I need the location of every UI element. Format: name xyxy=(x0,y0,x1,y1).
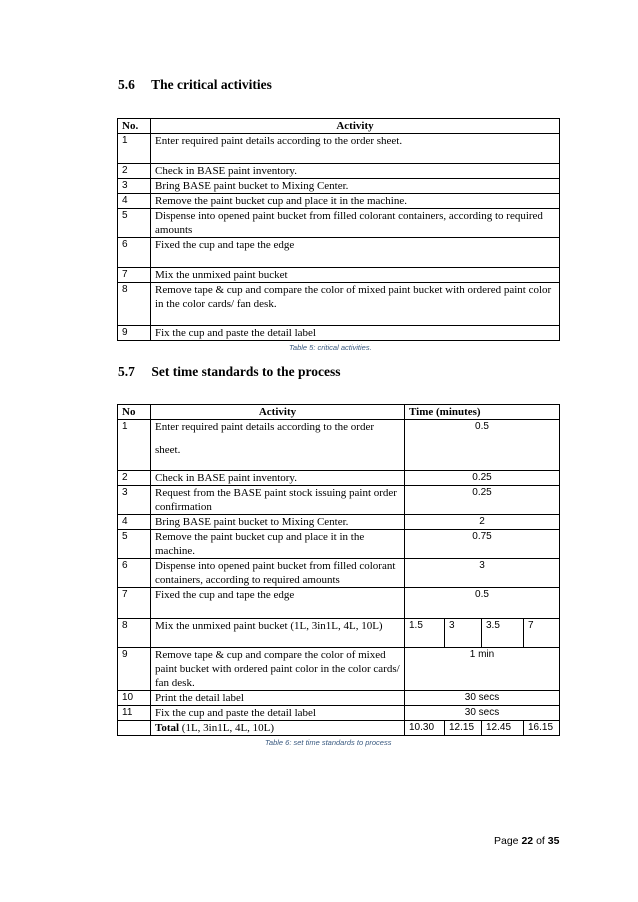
row-no: 7 xyxy=(118,268,151,283)
row-activity xyxy=(151,420,405,471)
row-no: 1 xyxy=(118,134,151,164)
row-no: 9 xyxy=(118,326,151,341)
header-no: No xyxy=(118,405,151,420)
row-activity: Mix the unmixed paint bucket xyxy=(151,268,560,283)
total-suffix: (1L, 3in1L, 4L, 10L) xyxy=(179,722,275,734)
row-activity: Bring BASE paint bucket to Mixing Center. xyxy=(151,515,405,530)
header-activity: Activity xyxy=(151,405,405,420)
section-title: Set time standards to the process xyxy=(151,364,341,379)
table-row xyxy=(118,471,560,486)
activity-line: sheet. xyxy=(155,444,181,456)
table-row xyxy=(118,706,560,721)
row-no: 5 xyxy=(118,209,151,238)
table-row xyxy=(118,238,560,268)
time-1l: 1.5 xyxy=(405,619,445,648)
row-time: 0.5 xyxy=(405,420,560,471)
row-no: 7 xyxy=(118,588,151,619)
header-time: Time (minutes) xyxy=(405,405,560,420)
table-row xyxy=(118,691,560,706)
row-no: 2 xyxy=(118,471,151,486)
row-activity: Fixed the cup and tape the edge xyxy=(151,238,560,268)
row-time: 0.5 xyxy=(405,588,560,619)
row-time: 30 secs xyxy=(405,706,560,721)
activity-line: Enter required paint details according to the order xyxy=(155,421,374,433)
row-time: 0.25 xyxy=(405,486,560,515)
page-number: 22 xyxy=(521,835,534,847)
table-caption: Table 6: set time standards to process xyxy=(265,738,392,747)
section-title: The critical activities xyxy=(151,77,272,92)
row-activity: Print the detail label xyxy=(151,691,405,706)
row-time: 2 xyxy=(405,515,560,530)
table-row xyxy=(118,326,560,341)
row-activity: Bring BASE paint bucket to Mixing Center. xyxy=(151,179,560,194)
row-activity: Fixed the cup and tape the edge xyxy=(151,588,405,619)
critical-activities-table xyxy=(117,118,560,341)
row-no: 8 xyxy=(118,283,151,326)
row-no: 9 xyxy=(118,648,151,691)
row-no: 11 xyxy=(118,706,151,721)
row-time: 1 min xyxy=(405,648,560,691)
total-label xyxy=(151,721,405,736)
row-time: 3 xyxy=(405,559,560,588)
section-number: 5.6 xyxy=(118,77,135,92)
row-no: 1 xyxy=(118,420,151,471)
row-time: 30 secs xyxy=(405,691,560,706)
row-no: 4 xyxy=(118,194,151,209)
row-activity: Enter required paint details according to the order sheet. xyxy=(151,134,560,164)
row-time: 0.25 xyxy=(405,471,560,486)
header-activity: Activity xyxy=(151,119,560,134)
page-word: Page xyxy=(494,835,519,847)
table-caption: Table 5: critical activities. xyxy=(289,343,372,352)
table-row xyxy=(118,179,560,194)
row-activity: Dispense into opened paint bucket from filled colorant containers, according to required amounts xyxy=(151,209,560,238)
row-no: 5 xyxy=(118,530,151,559)
table-header-row xyxy=(118,405,560,420)
table-row xyxy=(118,194,560,209)
total-1l: 10.30 xyxy=(405,721,445,736)
row-activity: Dispense into opened paint bucket from filled colorant containers, according to required amounts xyxy=(151,559,405,588)
table-row xyxy=(118,420,560,471)
table-header-row xyxy=(118,119,560,134)
table-row xyxy=(118,283,560,326)
table-total-row xyxy=(118,721,560,736)
row-no: 10 xyxy=(118,691,151,706)
row-activity: Remove the paint bucket cup and place it in the machine. xyxy=(151,194,560,209)
row-no: 3 xyxy=(118,486,151,515)
row-no: 4 xyxy=(118,515,151,530)
table-row xyxy=(118,209,560,238)
row-activity: Fix the cup and paste the detail label xyxy=(151,326,560,341)
row-activity: Remove tape & cup and compare the color of mixed paint bucket with ordered paint color in the color cards/ fan desk. xyxy=(151,283,560,326)
total-word: Total xyxy=(155,722,180,734)
table-row xyxy=(118,559,560,588)
row-no: 2 xyxy=(118,164,151,179)
row-activity: Fix the cup and paste the detail label xyxy=(151,706,405,721)
row-activity: Request from the BASE paint stock issuing paint order confirmation xyxy=(151,486,405,515)
row-activity: Check in BASE paint inventory. xyxy=(151,471,405,486)
row-no: 8 xyxy=(118,619,151,648)
header-no: No. xyxy=(118,119,151,134)
table-row xyxy=(118,268,560,283)
time-standards-table xyxy=(117,404,560,736)
total-10l: 16.15 xyxy=(524,721,560,736)
table-row xyxy=(118,164,560,179)
total-4l: 12.45 xyxy=(482,721,524,736)
row-no: 3 xyxy=(118,179,151,194)
total-3in1l: 12.15 xyxy=(445,721,482,736)
section-number: 5.7 xyxy=(118,364,135,379)
row-activity: Mix the unmixed paint bucket (1L, 3in1L, 4L, 10L) xyxy=(151,619,405,648)
page-footer xyxy=(494,835,559,847)
of-word: of xyxy=(536,835,545,847)
table-row xyxy=(118,588,560,619)
time-4l: 3.5 xyxy=(482,619,524,648)
table-row xyxy=(118,530,560,559)
row-time: 0.75 xyxy=(405,530,560,559)
row-no: 6 xyxy=(118,238,151,268)
row-activity: Remove the paint bucket cup and place it in the machine. xyxy=(151,530,405,559)
row-activity: Check in BASE paint inventory. xyxy=(151,164,560,179)
row-no xyxy=(118,721,151,736)
table-row xyxy=(118,134,560,164)
table-row xyxy=(118,648,560,691)
row-no: 6 xyxy=(118,559,151,588)
section-heading-5-7 xyxy=(118,364,341,380)
section-heading-5-6 xyxy=(118,77,272,93)
time-10l: 7 xyxy=(524,619,560,648)
time-3in1l: 3 xyxy=(445,619,482,648)
table-row xyxy=(118,619,560,648)
table-row xyxy=(118,515,560,530)
total-pages: 35 xyxy=(547,835,560,847)
row-activity: Remove tape & cup and compare the color of mixed paint bucket with ordered paint color in the color cards/ fan desk. xyxy=(151,648,405,691)
table-row xyxy=(118,486,560,515)
